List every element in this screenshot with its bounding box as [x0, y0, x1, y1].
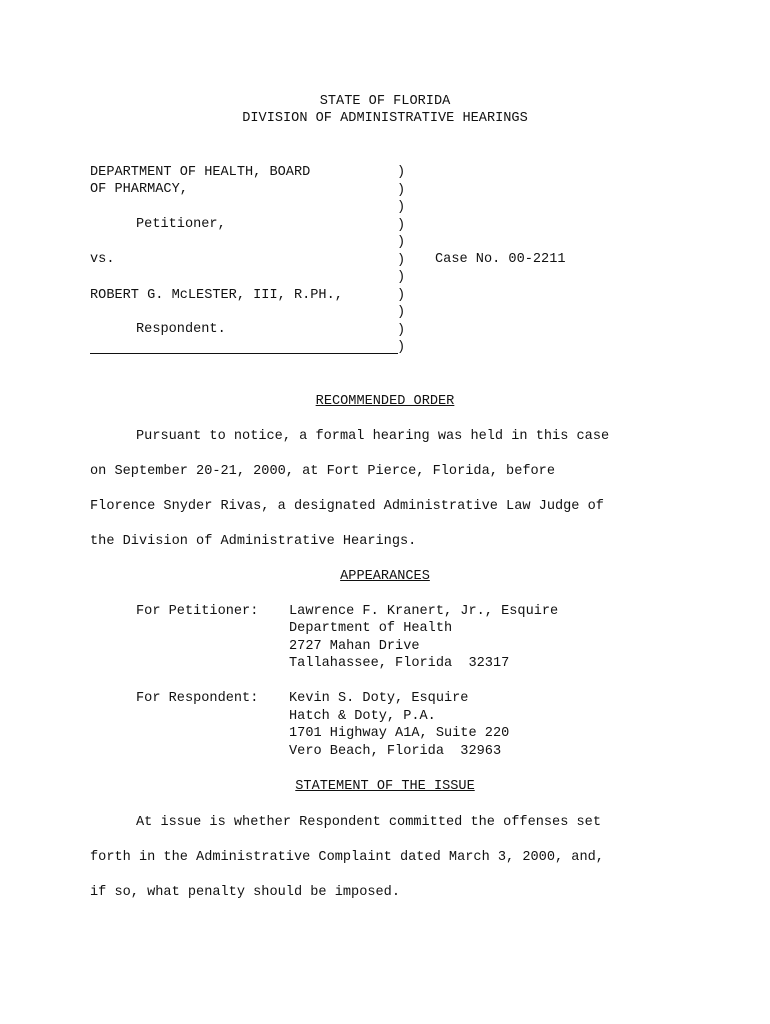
petitioner-counsel-line: Tallahassee, Florida 32317: [289, 656, 510, 671]
respondent-role: Respondent.: [136, 322, 226, 337]
petitioner-counsel-line: Lawrence F. Kranert, Jr., Esquire: [289, 604, 559, 619]
caption-paren: ): [397, 252, 406, 268]
caption-paren: ): [397, 182, 406, 198]
respondent-counsel-line: Hatch & Doty, P.A.: [289, 709, 436, 724]
statement-of-issue-title: STATEMENT OF THE ISSUE: [295, 779, 475, 794]
caption-paren: ): [397, 217, 406, 233]
respondent-counsel-line: Vero Beach, Florida 32963: [289, 744, 502, 759]
petitioner-counsel-line: Department of Health: [289, 621, 453, 636]
caption-paren: ): [397, 322, 406, 338]
caption-paren: ): [397, 287, 406, 303]
respondent-counsel-line: Kevin S. Doty, Esquire: [289, 691, 469, 706]
caption-underline: [90, 353, 398, 354]
petitioner-name-line2: OF PHARMACY,: [90, 182, 188, 197]
caption-paren-column: [397, 164, 405, 357]
intro-paragraph-line: on September 20-21, 2000, at Fort Pierce, Florida, before: [90, 464, 555, 479]
respondent-name: ROBERT G. McLESTER, III, R.PH.,: [90, 288, 343, 303]
caption-paren: ): [397, 270, 406, 285]
issue-paragraph-line: if so, what penalty should be imposed.: [90, 885, 400, 900]
petitioner-appearance-label: For Petitioner:: [136, 604, 259, 619]
intro-paragraph-line: Florence Snyder Rivas, a designated Administrative Law Judge of: [90, 499, 604, 514]
case-number: Case No. 00-2211: [435, 252, 566, 267]
caption-paren: ): [397, 305, 406, 320]
caption-paren: ): [397, 340, 406, 355]
caption-paren: ): [397, 165, 406, 180]
intro-paragraph-line: Pursuant to notice, a formal hearing was held in this case: [136, 429, 610, 444]
petitioner-name-line1: DEPARTMENT OF HEALTH, BOARD: [90, 165, 311, 180]
caption-paren: ): [397, 235, 406, 250]
issue-paragraph-line: forth in the Administrative Complaint dated March 3, 2000, and,: [90, 850, 604, 865]
state-heading: STATE OF FLORIDA: [319, 94, 451, 109]
respondent-appearance-label: For Respondent:: [136, 691, 259, 706]
intro-paragraph-line: the Division of Administrative Hearings.: [90, 534, 417, 549]
petitioner-role: Petitioner,: [136, 217, 226, 232]
petitioner-counsel-line: 2727 Mahan Drive: [289, 639, 420, 654]
appearances-title: APPEARANCES: [340, 569, 430, 584]
recommended-order-title: RECOMMENDED ORDER: [315, 394, 455, 409]
division-heading: DIVISION OF ADMINISTRATIVE HEARINGS: [242, 111, 528, 126]
caption-paren: ): [397, 200, 406, 215]
respondent-counsel-line: 1701 Highway A1A, Suite 220: [289, 726, 510, 741]
issue-paragraph-line: At issue is whether Respondent committed the offenses set: [136, 815, 601, 830]
versus-label: vs.: [90, 252, 115, 267]
